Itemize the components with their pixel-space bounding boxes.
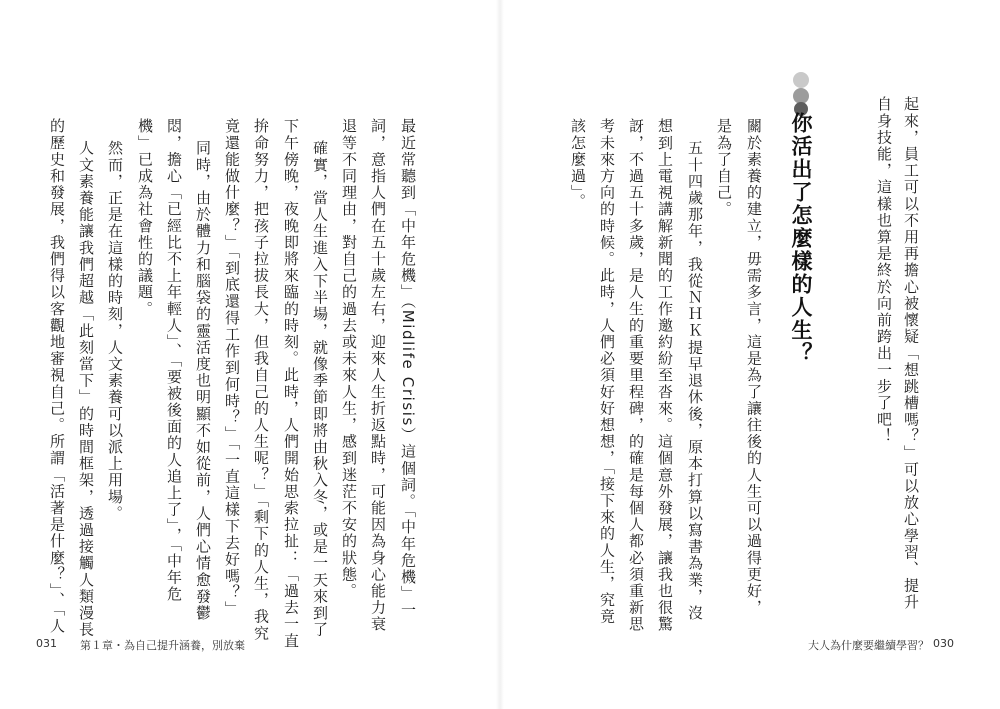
left-body-line-2: 詞，意指人們在五十歲左右，迎來人生折返點時，可能因為身心能力衰 (369, 118, 387, 633)
left-body-line-8: 同時，由於體力和腦袋的靈活度也明顯不如從前，人們心情愈發鬱 (194, 140, 212, 622)
right-body-line-6: 考未來方向的時候。此時，人們必須好好想想，「接下來的人生，究竟 (598, 118, 616, 626)
right-footer-title: 大人為什麼要繼續學習？ (808, 639, 929, 652)
left-body-line-9: 悶，擔心「已經比不上年輕人」、「要被後面的人追上了」，「中年危 (165, 118, 183, 603)
left-body-line-6: 拚命努力，把孩子拉拔長大，但我自己的人生呢？」「剩下的人生，我究 (252, 118, 270, 642)
left-body-line-5: 下午傍晚，夜晚即將來臨的時刻。此時，人們開始思索拉扯：「過去一直 (282, 118, 300, 650)
book-spine (496, 0, 504, 709)
right-body-line-1: 關於素養的建立，毋需多言，這是為了讓往後的人生可以過得更好， (745, 118, 763, 616)
right-body-line-5: 訝，不過五十多歲，是人生的重要里程碑，的確是每個人都必須重新思 (627, 118, 645, 633)
section-title: 你活出了怎麼樣的人生？ (789, 112, 813, 365)
right-body-line-2: 是為了自己。 (715, 118, 733, 218)
left-body-line-13: 的歷史和發展，我們得以客觀地審視自己。所謂「活著是什麼？」、「人 (48, 118, 66, 635)
left-body-line-3: 退等不同理由，對自己的過去或未來人生，感到迷茫不安的狀態。 (340, 118, 358, 600)
right-body-line-7: 該怎麼過」。 (569, 118, 587, 211)
left-body-line-10: 機」已成為社會性的議題。 (136, 118, 154, 318)
left-body-line-12: 人文素養能讓我們超越「此刻當下」的時間框架，透過接觸人類漫長 (77, 140, 95, 638)
right-body-line-4: 想到上電視講解新聞的工作邀約紛至沓來。這個意外發展，讓我也很驚 (656, 118, 674, 633)
left-body-line-11: 然而，正是在這樣的時刻，人文素養可以派上用場。 (106, 140, 124, 522)
left-page-number: 031 (36, 637, 57, 650)
left-body-line-7: 竟還能做什麼？」「到底還得工作到何時？」「一直這樣下去好嗎？」 (223, 118, 241, 618)
right-body-line-3: 五十四歲那年，我從ＮＨＫ提早退休後，原本打算以寫書為業，沒 (686, 140, 704, 622)
left-body-line-4: 確實，當人生進入下半場，就像季節即將由秋入冬，或是一天來到了 (311, 140, 329, 638)
right-top-line-2: 自身技能，這樣也算是終於向前跨出一步了吧！ (875, 96, 893, 445)
right-top-line-1: 起來，員工可以不用再擔心被懷疑「想跳槽嗎？」可以放心學習、提升 (902, 96, 920, 611)
left-body-line-1: 最近常聽到「中年危機」（Midlife Crisis）這個詞。「中年危機」一 (399, 118, 417, 619)
left-footer-chapter: 第１章・為自己提升涵養，別放棄 (80, 639, 245, 652)
section-dots-icon (783, 72, 819, 108)
right-page-number: 030 (933, 637, 954, 650)
